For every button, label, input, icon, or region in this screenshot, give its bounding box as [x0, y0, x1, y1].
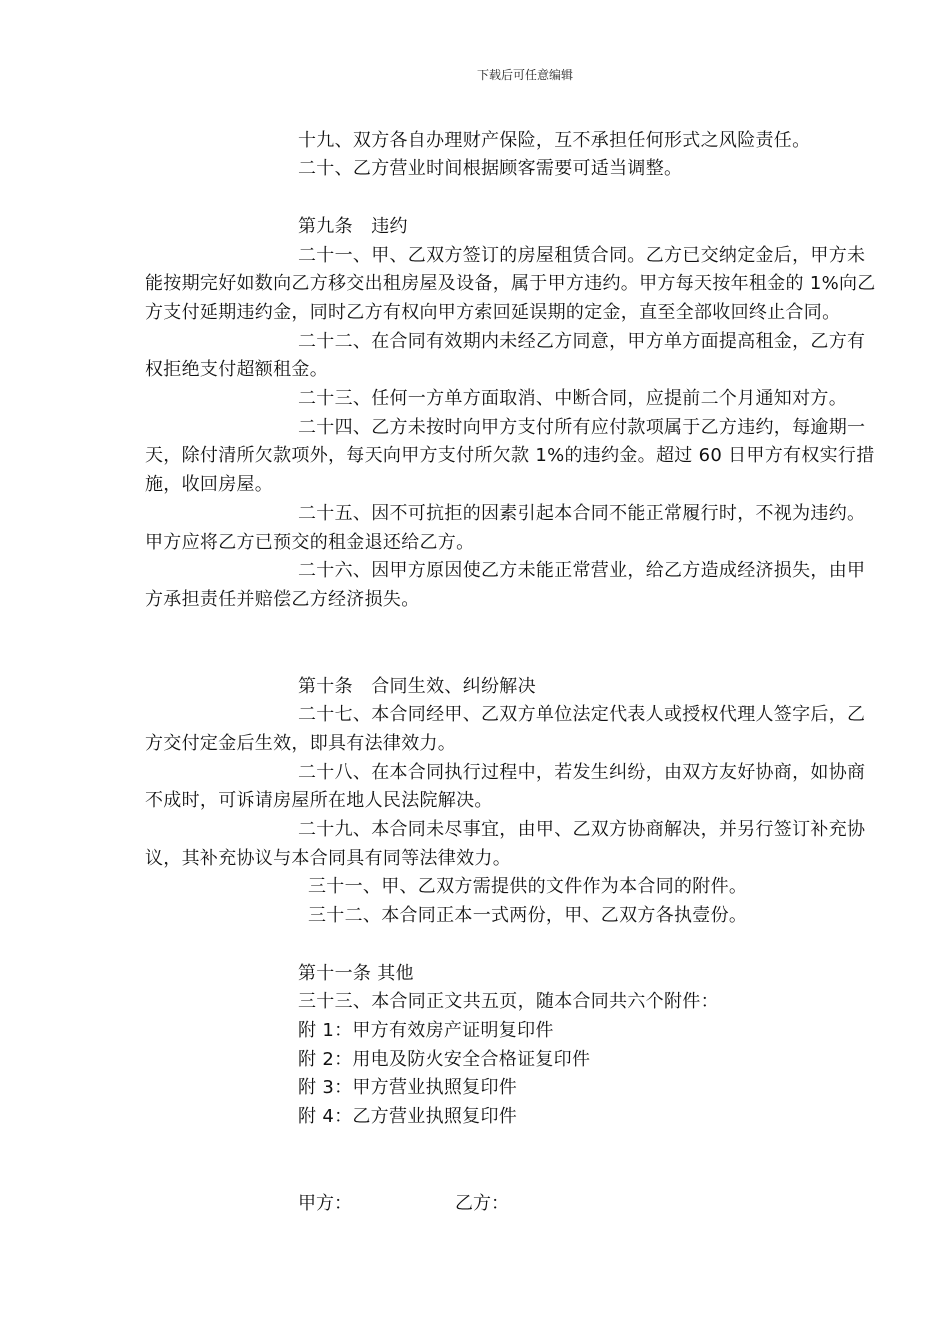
- clause-26-line-2: 方承担责任并赔偿乙方经济损失。: [145, 589, 420, 610]
- clause-21-line-3: 方支付延期违约金，同时乙方有权向甲方索回延误期的定金，直至全部收回终止合同。: [145, 302, 841, 323]
- clause-25-line-1: 二十五、因不可抗拒的因素引起本合同不能正常履行时，不视为违约。: [298, 503, 866, 524]
- clause-19: 十九、双方各自办理财产保险，互不承担任何形式之风险责任。: [298, 130, 811, 151]
- clause-21-line-2: 能按期完好如数向乙方移交出租房屋及设备，属于甲方违约。甲方每天按年租金的 1%向乙: [145, 273, 876, 294]
- clause-20: 二十、乙方营业时间根据顾客需要可适当调整。: [298, 158, 683, 179]
- clause-21-line-1: 二十一、甲、乙双方签订的房屋租赁合同。乙方已交纳定金后，甲方未: [298, 245, 866, 266]
- clause-33: 三十三、本合同正文共五页，随本合同共六个附件：: [298, 991, 719, 1012]
- clause-25-line-2: 甲方应将乙方已预交的租金退还给乙方。: [145, 532, 475, 553]
- clause-24-line-1: 二十四、乙方未按时向甲方支付所有应付款项属于乙方违约，每逾期一: [298, 417, 866, 438]
- clause-24-line-3: 施，收回房屋。: [145, 474, 274, 495]
- party-b-signature-label: 乙方：: [455, 1193, 509, 1214]
- article-11-heading: 第十一条 其他: [298, 963, 414, 984]
- clause-26-line-1: 二十六、因甲方原因使乙方未能正常营业，给乙方造成经济损失，由甲: [298, 560, 866, 581]
- page-header-note: 下载后可任意编辑: [476, 68, 573, 82]
- attachment-2: 附 2：用电及防火安全合格证复印件: [298, 1049, 591, 1070]
- clause-22-line-1: 二十二、在合同有效期内未经乙方同意，甲方单方面提高租金，乙方有: [298, 331, 866, 352]
- clause-28-line-1: 二十八、在本合同执行过程中，若发生纠纷，由双方友好协商，如协商: [298, 762, 866, 783]
- clause-27-line-1: 二十七、本合同经甲、乙双方单位法定代表人或授权代理人签字后，乙: [298, 704, 866, 725]
- clause-32: 三十二、本合同正本一式两份，甲、乙双方各执壹份。: [308, 905, 748, 926]
- clause-24-line-2: 天，除付清所欠款项外，每天向甲方支付所欠款 1%的违约金。超过 60 日甲方有权实行措: [145, 445, 875, 466]
- attachment-1: 附 1：甲方有效房产证明复印件: [298, 1020, 554, 1041]
- article-10-heading: 第十条 合同生效、纠纷解决: [298, 676, 536, 697]
- article-9-heading: 第九条 违约: [298, 216, 408, 237]
- clause-29-line-2: 议，其补充协议与本合同具有同等法律效力。: [145, 848, 511, 869]
- clause-29-line-1: 二十九、本合同未尽事宜，由甲、乙双方协商解决，并另行签订补充协: [298, 819, 866, 840]
- clause-22-line-2: 权拒绝支付超额租金。: [145, 359, 328, 380]
- clause-31: 三十一、甲、乙双方需提供的文件作为本合同的附件。: [308, 876, 748, 897]
- attachment-3: 附 3：甲方营业执照复印件: [298, 1077, 518, 1098]
- attachment-4: 附 4：乙方营业执照复印件: [298, 1106, 518, 1127]
- clause-28-line-2: 不成时，可诉请房屋所在地人民法院解决。: [145, 790, 493, 811]
- clause-23: 二十三、任何一方单方面取消、中断合同，应提前二个月通知对方。: [298, 388, 847, 409]
- party-a-signature-label: 甲方：: [298, 1193, 352, 1214]
- clause-27-line-2: 方交付定金后生效，即具有法律效力。: [145, 733, 457, 754]
